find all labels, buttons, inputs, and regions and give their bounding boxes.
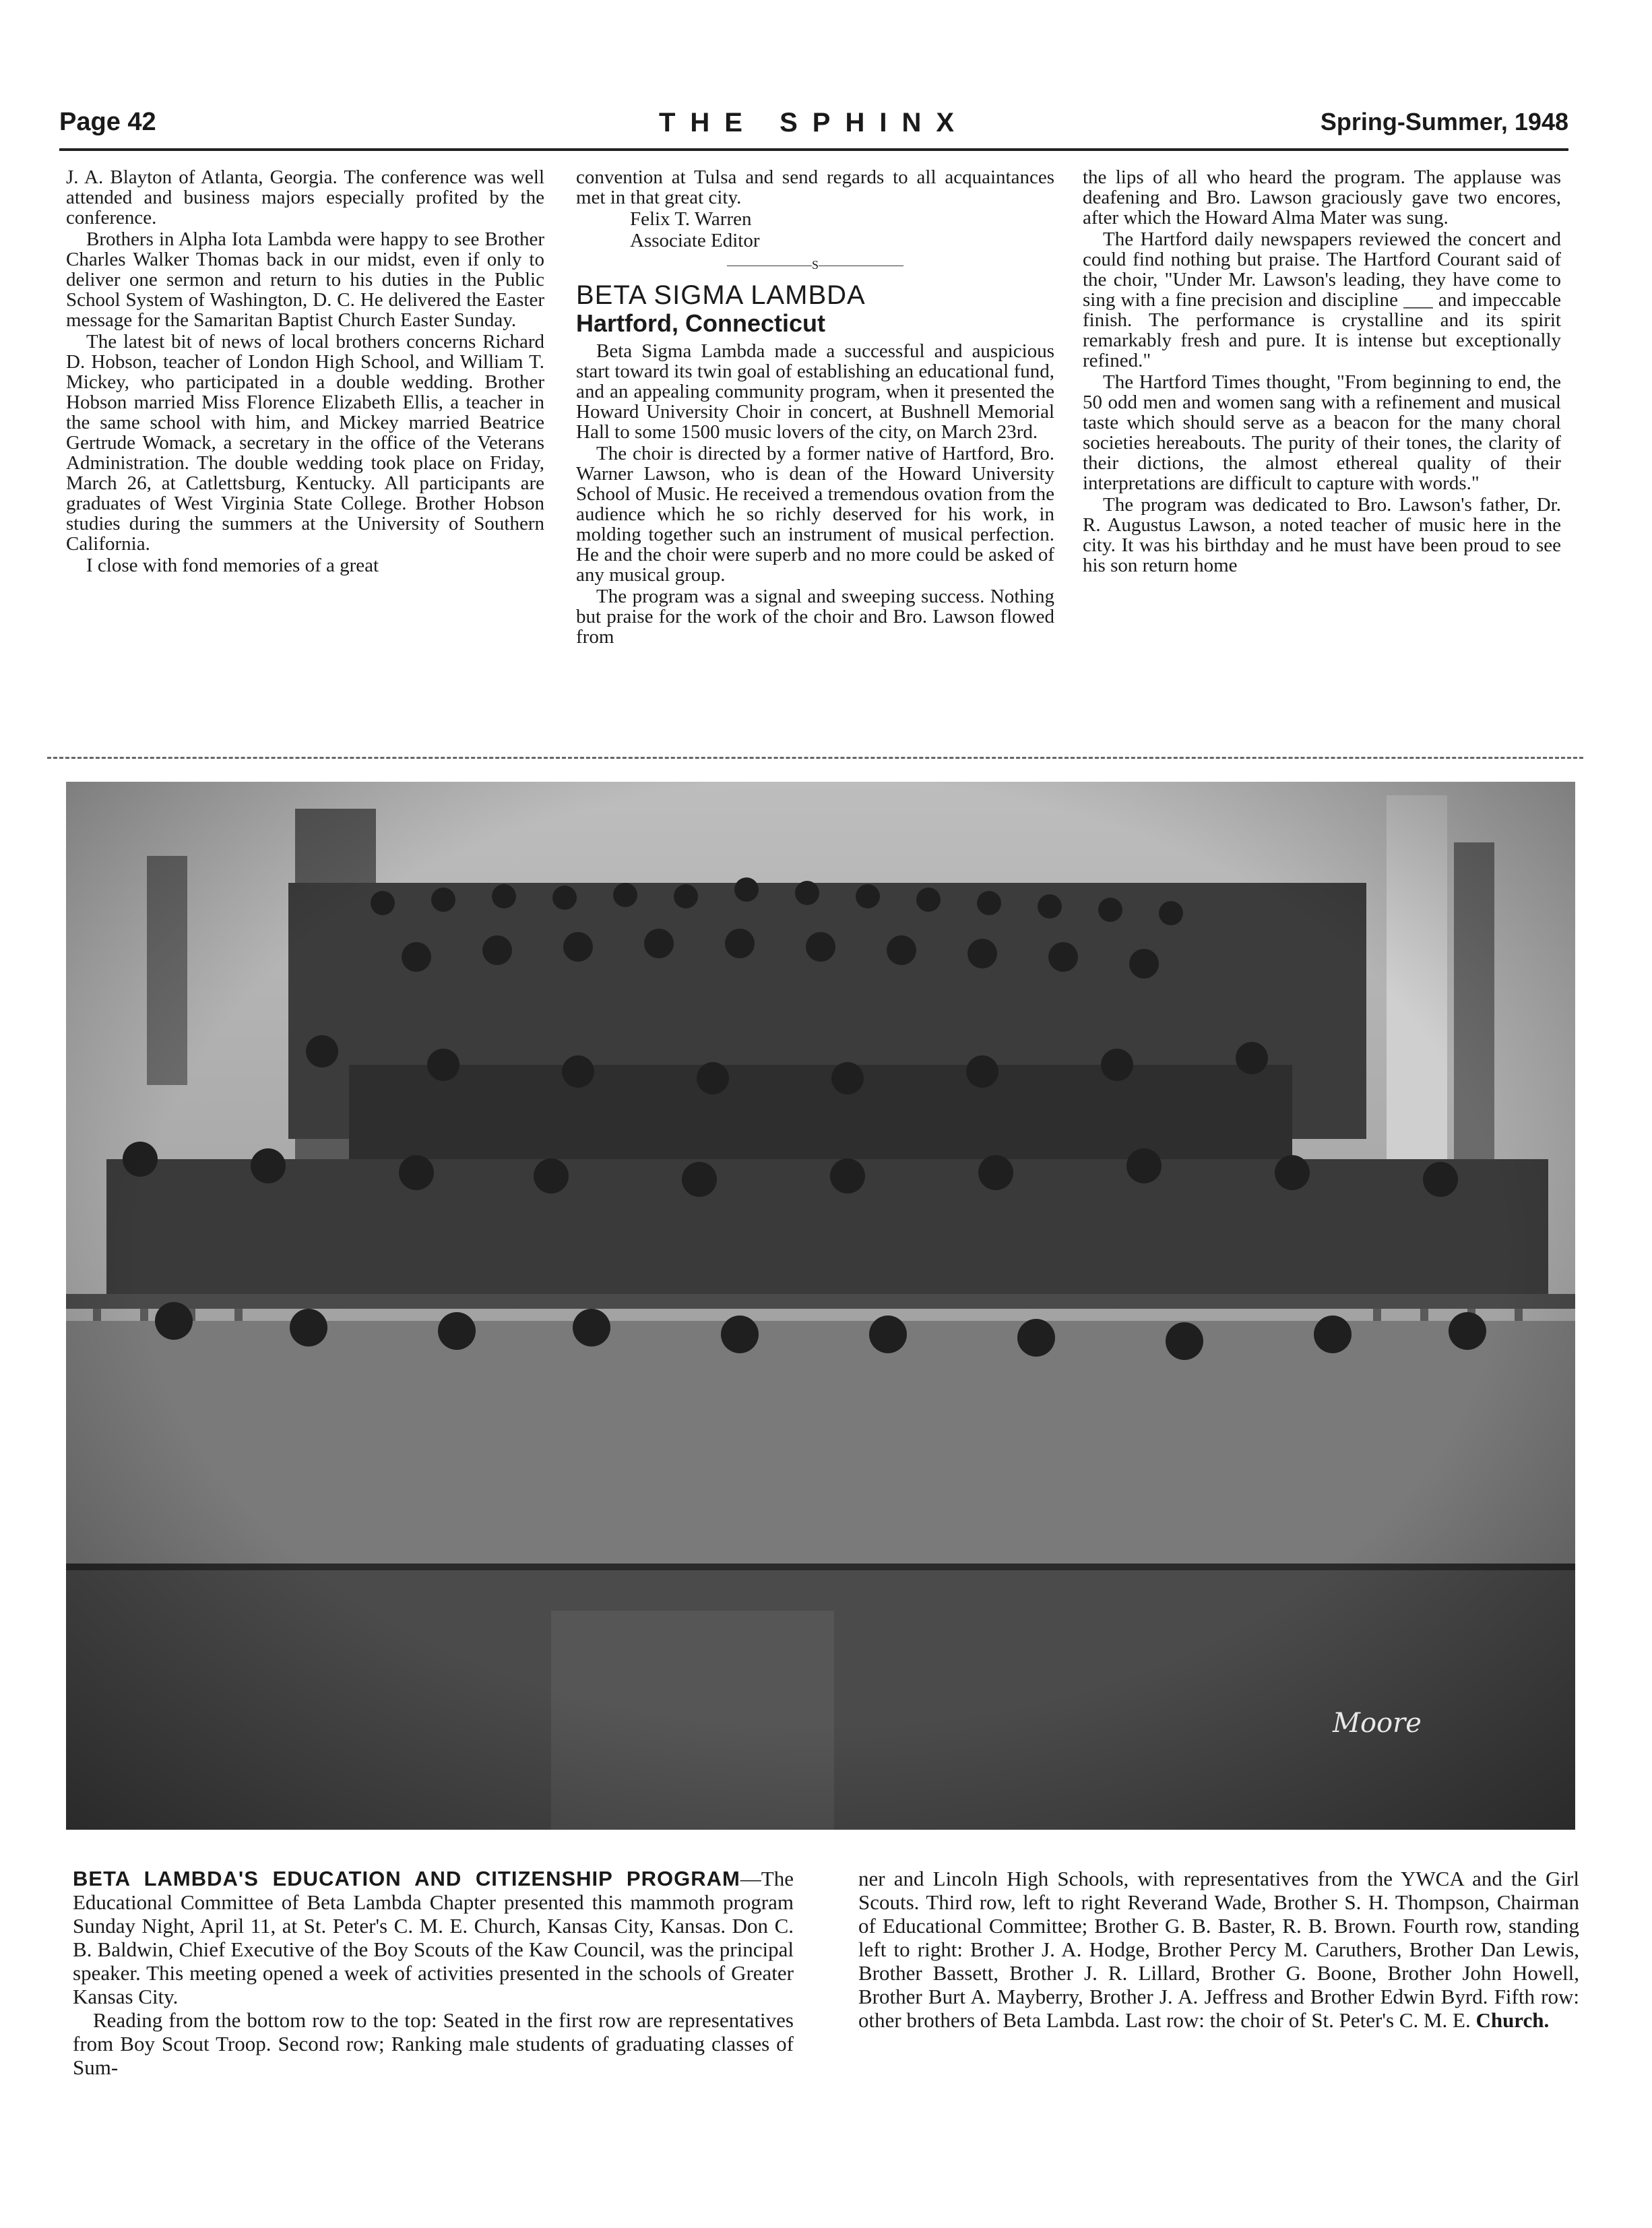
section-heading: BETA SIGMA LAMBDA [576, 280, 866, 310]
photographer-signature: Moore [1333, 1708, 1422, 1739]
paragraph: The latest bit of news of local brothers concerns Richard D. Hobson, teacher of London High School, and William T. Mickey, who participated in a double wedding. Brother Hobson married Miss Florence Elizabeth Ellis, a teacher in the same school with him, and Mickey married Beatrice Gertrude Womack, a secretary in the office of the Veterans Administration. The double wedding took place on Friday, March 26, at Catlettsburg, Kentucky. All participants are graduates of West Virginia State College. Brother Hobson studies during the summers at the University of Southern California. [66, 331, 544, 555]
paragraph: The Hartford daily newspapers reviewed the concert and could find nothing but praise. The Hartford Courant said of the choir, "Under Mr. Lawson's leading, they have come to sing with a fine precision and discipline ___ and impeccable finish. The performance is crystalline and its spirit remarkably fresh and pure. It is intense but exceptionally refined." [1083, 228, 1561, 371]
publication-title: THE SPHINX [658, 108, 970, 137]
paragraph: I close with fond memories of a great [86, 555, 379, 576]
page-number: Page 42 [59, 108, 156, 136]
paragraph: convention at Tulsa and send regards to all acquaintances met in that great city. [576, 167, 1054, 208]
article-column-2 [576, 167, 1054, 740]
photo-caption-left [73, 1867, 794, 2204]
caption-title: BETA LAMBDA'S EDUCATION AND CITIZENSHIP PROGRAM [73, 1867, 740, 1890]
group-photograph [66, 782, 1575, 1830]
divider [47, 757, 1583, 759]
caption-paragraph: BETA LAMBDA'S EDUCATION AND CITIZENSHIP PROGRAM—The Educational Committee of Beta Lambda Chapter presented this mammoth program Sunday Night, April 11, at St. Peter's C. M. E. Church, Kansas City, Kansas. Don C. B. Baldwin, Chief Executive of the Boy Scouts of the Kaw Council, was the principal speaker. This meeting opened a week of activities presented in the schools of Greater Kansas City. [73, 1867, 794, 2008]
signature-title: Associate Editor [630, 230, 760, 251]
article-column-1 [66, 167, 544, 740]
paragraph: The Hartford Times thought, "From beginning to end, the 50 odd men and women sang with a refinement and musical taste which should serve as a beacon for the many choral societies hereabouts. The purity of their tones, the clarity of their dictions, the almost ethereal quality of their interpretations are difficult to capture with words." [1083, 371, 1561, 494]
paragraph: Beta Sigma Lambda made a successful and auspicious start toward its twin goal of establishing an educational fund, and an appealing community program, when it presented the Howard University Choir in concert, at Bushnell Memorial Hall to some 1500 music lovers of the city, on March 23rd. [576, 340, 1054, 443]
section-separator: ———————S——————— [726, 258, 903, 272]
issue-date: Spring-Summer, 1948 [1320, 108, 1568, 135]
paragraph: The choir is directed by a former native of Hartford, Bro. Warner Lawson, who is dean of the Howard University School of Music. He received a tremendous ovation from the audience which he so richly deserved for his work, in molding together such an instrument of musical perfection. He and the choir were superb and no more could be asked of any musical group. [576, 443, 1054, 586]
paragraph: Brothers in Alpha Iota Lambda were happy to see Brother Charles Walker Thomas back in our midst, even if only to deliver one sermon and return to his duties in the Public School System of Washington, D. C. He delivered the Easter message for the Samaritan Baptist Church Easter Sunday. [66, 228, 544, 331]
paragraph: J. A. Blayton of Atlanta, Georgia. The conference was well attended and business majors especially profited by the conference. [66, 167, 544, 228]
signature-name: Felix T. Warren [630, 208, 752, 230]
paragraph: The program was dedicated to Bro. Lawson's father, Dr. R. Augustus Lawson, a noted teacher of music here in the city. It was his birthday and he must have been proud to see his son return home [1083, 494, 1561, 576]
page-header [59, 108, 1568, 151]
caption-paragraph: Reading from the bottom row to the top: Seated in the first row are representatives from Boy Scout Troop. Second row; Ranking male students of graduating classes of Sum- [73, 2008, 794, 2079]
photo-caption-right [858, 1867, 1579, 2204]
section-subheading: Hartford, Connecticut [576, 309, 826, 337]
paragraph: The program was a signal and sweeping success. Nothing but praise for the work of the choir and Bro. Lawson flowed from [576, 586, 1054, 648]
article-column-3 [1083, 167, 1561, 740]
paragraph: the lips of all who heard the program. The applause was deafening and Bro. Lawson graciously gave two encores, after which the Howard Alma Mater was sung. [1083, 167, 1561, 228]
caption-paragraph: ner and Lincoln High Schools, with representatives from the YWCA and the Girl Scouts. Third row, left to right Reverand Wade, Brother S. H. Thompson, Chairman of Educational Committee; Brother G. B. Baster, R. B. Brown. Fourth row, standing left to right: Brother J. A. Hodge, Brother Percy M. Caruthers, Brother Dan Lewis, Brother Bassett, Brother J. R. Lillard, Brother G. Boone, Brother John Howell, Brother Burt A. Mayberry, Brother J. A. Jeffress and Brother Edwin Byrd. Fifth row: other brothers of Beta Lambda. Last row: the choir of St. Peter's C. M. E. Church. [858, 1867, 1579, 2032]
